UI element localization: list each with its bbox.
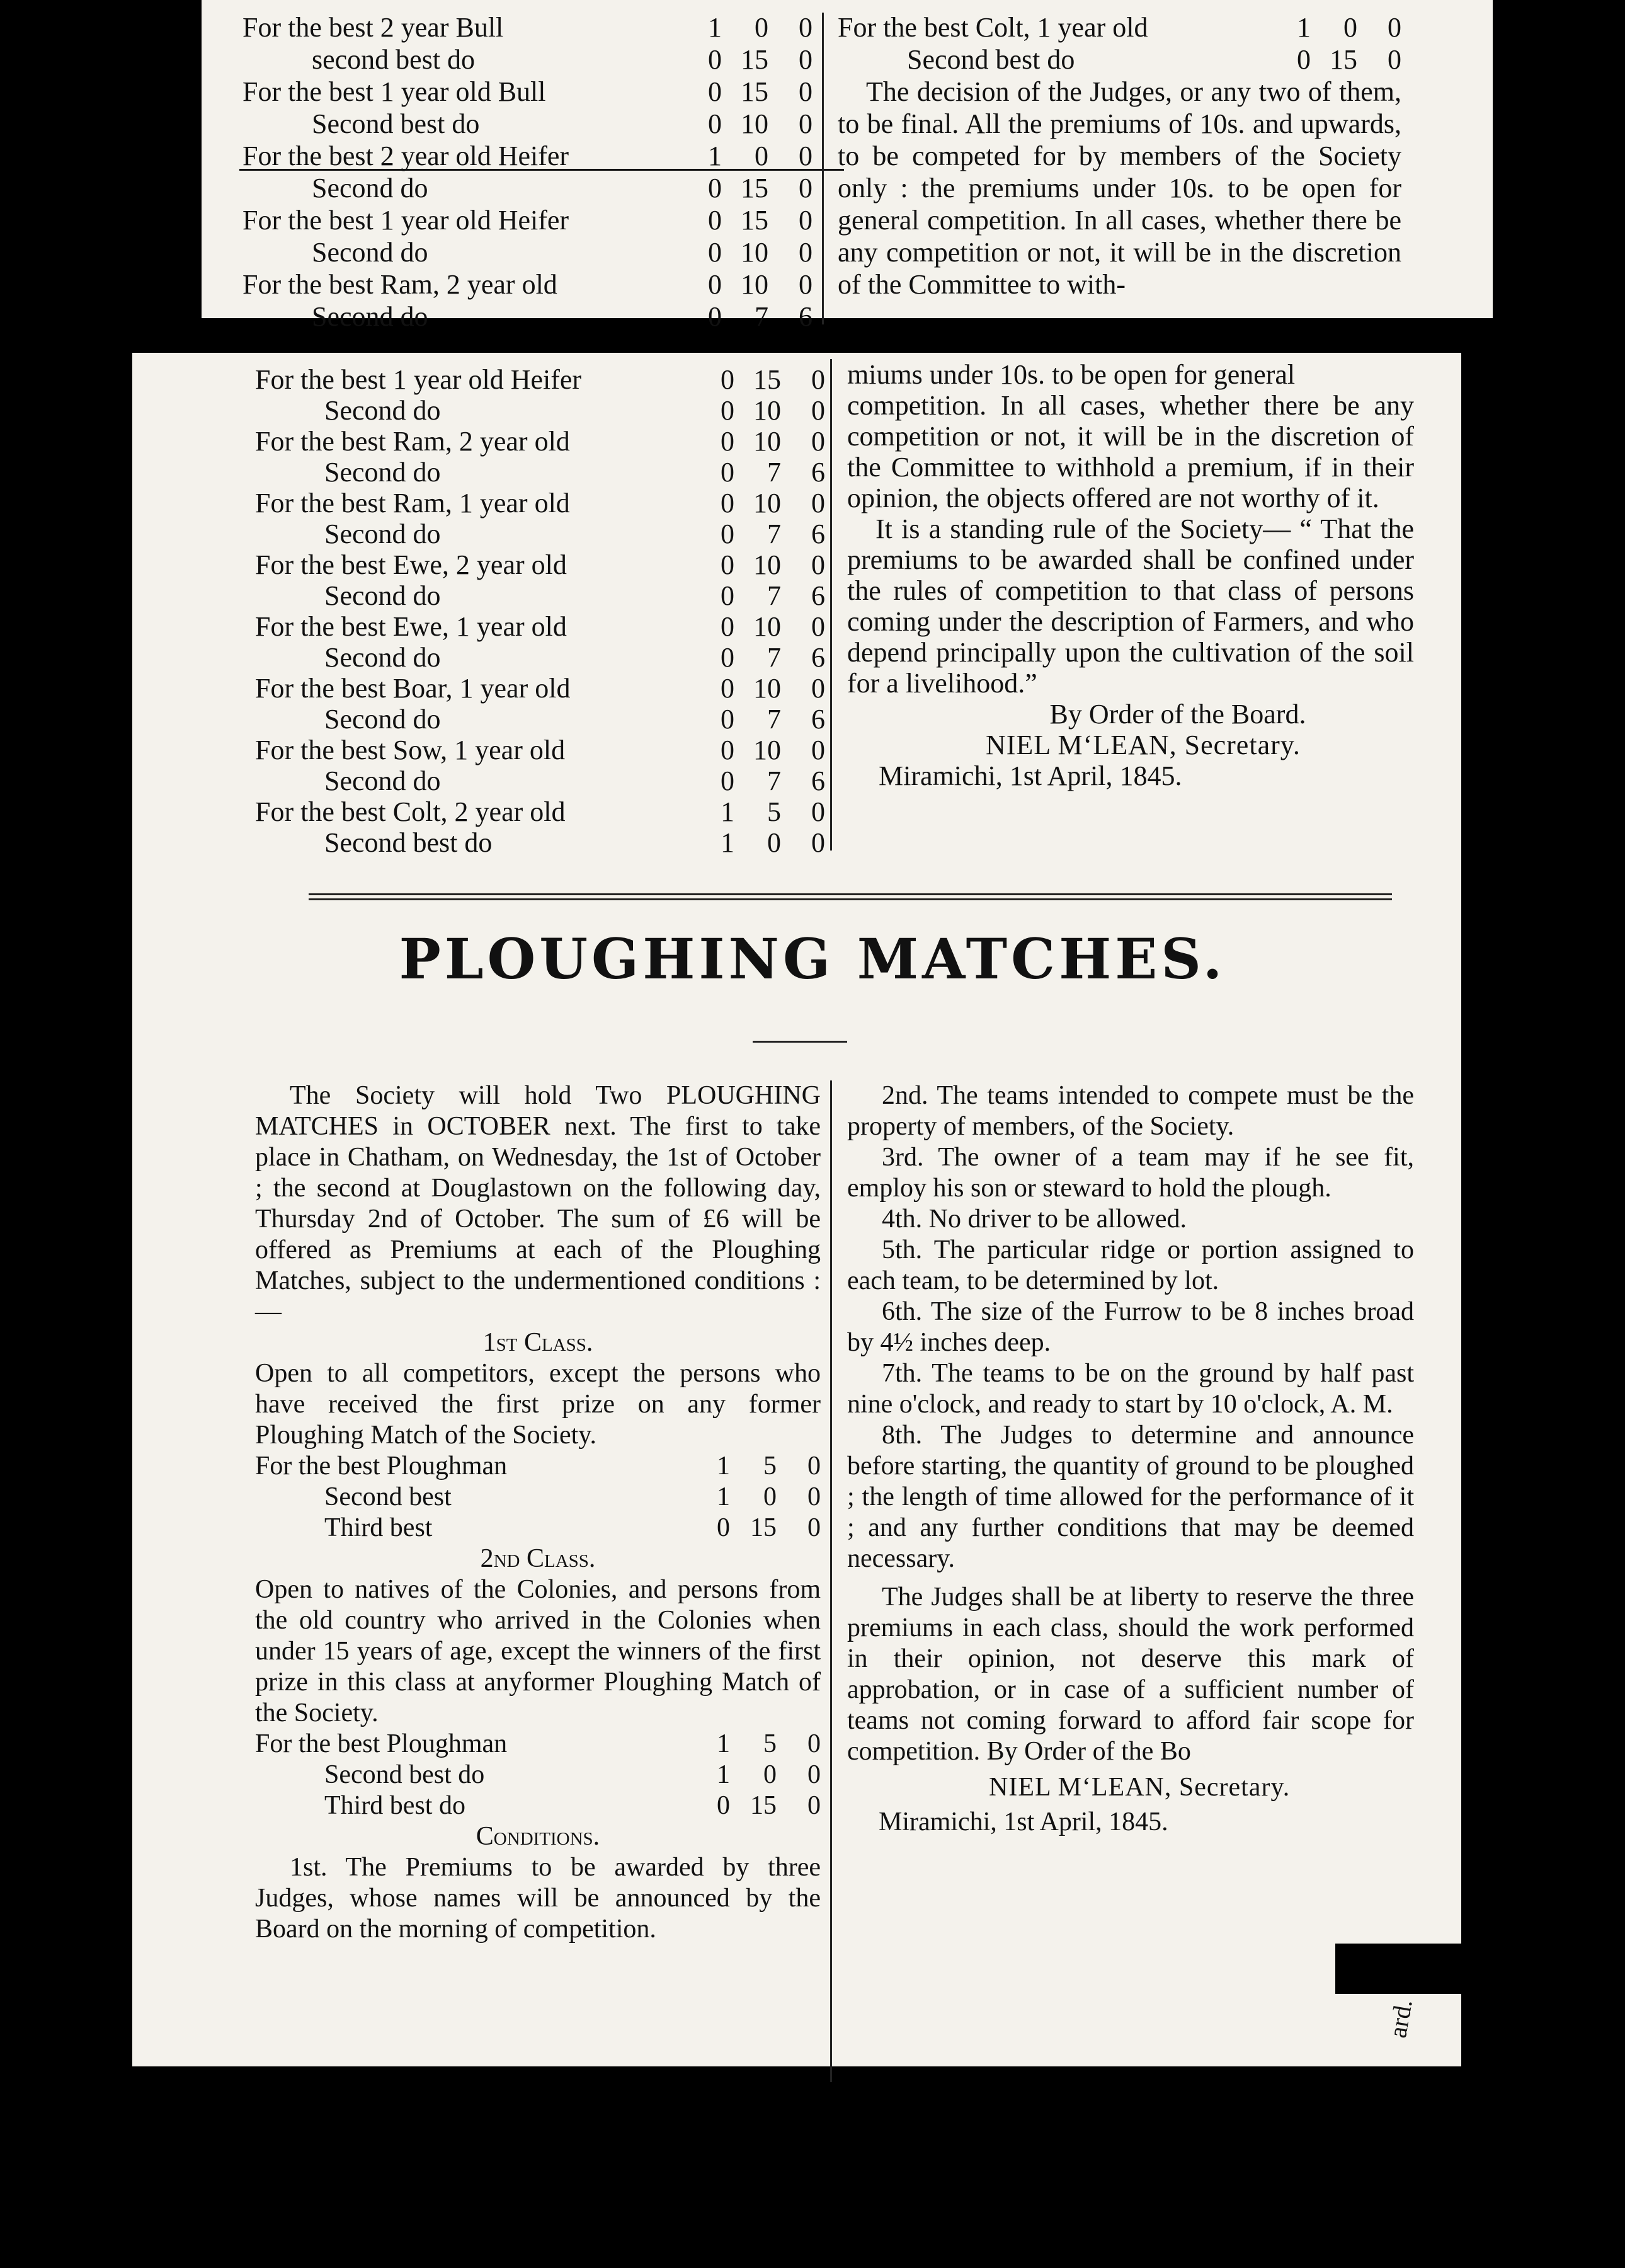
class2-heading: 2nd Class.	[480, 1544, 596, 1573]
shillings-value: 15	[1330, 44, 1357, 75]
pence-value: 6	[811, 765, 825, 796]
pence-value: 0	[811, 735, 825, 765]
shillings-value: 7	[755, 301, 768, 332]
pounds-value: 0	[708, 76, 722, 107]
premium-row	[255, 580, 825, 611]
pounds-value: 1	[717, 1760, 730, 1789]
class1-heading: 1st Class.	[482, 1328, 593, 1357]
shillings-value: 15	[741, 76, 768, 107]
premium-row	[255, 518, 825, 549]
premium-amount	[707, 364, 825, 395]
dateline: Miramichi, 1st April, 1845.	[879, 760, 1182, 791]
premium-amount	[707, 796, 825, 827]
shillings-value: 0	[763, 1760, 777, 1789]
premium-row	[242, 301, 812, 333]
shillings-value: 10	[753, 735, 781, 765]
ploughing-right-column	[847, 1080, 1414, 1838]
premium-label: Third best	[324, 1513, 433, 1542]
shillings-value: 15	[741, 44, 768, 75]
premium-amount	[702, 1790, 821, 1821]
shillings-value: 10	[741, 108, 768, 139]
premium-label: Second best do	[907, 44, 1075, 75]
premium-label: second best do	[312, 44, 476, 75]
premium-amount	[694, 76, 812, 108]
shillings-value: 0	[755, 140, 768, 171]
pounds-value: 1	[1297, 12, 1311, 43]
pounds-value: 0	[717, 1791, 730, 1820]
premium-label: For the best 1 year old Bull	[242, 76, 546, 107]
conditions-heading: Conditions.	[476, 1822, 600, 1851]
prize-row	[255, 1729, 821, 1760]
pounds-value: 1	[717, 1729, 730, 1758]
premium-row	[242, 43, 812, 76]
livestock-premium-list	[255, 364, 825, 858]
dateline: Miramichi, 1st April, 1845.	[879, 1807, 1168, 1836]
premium-label: Second do	[312, 301, 428, 332]
premium-row	[255, 765, 825, 796]
premium-label: Third best do	[324, 1791, 465, 1820]
pounds-value: 0	[708, 173, 722, 203]
pounds-value: 0	[721, 642, 734, 673]
shillings-value: 7	[767, 704, 781, 735]
ploughing-left-column	[255, 1080, 821, 1945]
shillings-value: 15	[741, 205, 768, 236]
pence-value: 0	[811, 796, 825, 827]
margin-fragment: ard.	[1383, 1997, 1418, 2040]
condition-8: 8th. The Judges to determine and announce before starting, the quantity of ground to be ploughed ; the length of time allowed for the performance of it ; and any further conditions that may be deemed necessary.	[847, 1421, 1414, 1573]
condition-6: 6th. The size of the Furrow to be 8 inches broad by 4½ inches deep.	[847, 1297, 1414, 1357]
pounds-value: 0	[1297, 44, 1311, 75]
premium-label: Second do	[324, 457, 441, 488]
premium-label: For the best 1 year old Heifer	[242, 205, 569, 236]
pounds-value: 0	[721, 765, 734, 796]
shillings-value: 7	[767, 642, 781, 673]
premium-label: For the best 2 year Bull	[242, 12, 504, 43]
pounds-value: 0	[708, 108, 722, 139]
premium-label: Second do	[324, 395, 441, 426]
pounds-value: 0	[721, 580, 734, 611]
column-rule	[830, 1080, 832, 2082]
shillings-value: 10	[741, 269, 768, 300]
pounds-value: 0	[721, 364, 734, 395]
premium-row	[242, 268, 812, 301]
pounds-value: 0	[721, 426, 734, 457]
pounds-value: 1	[721, 796, 734, 827]
premium-amount	[694, 108, 812, 140]
pounds-value: 1	[721, 827, 734, 858]
pounds-value: 0	[721, 673, 734, 704]
premium-label: Second do	[324, 580, 441, 611]
pounds-value: 0	[721, 549, 734, 580]
premium-amount	[707, 549, 825, 580]
premium-row	[255, 611, 825, 642]
premium-amount	[707, 426, 825, 457]
premium-row	[255, 704, 825, 735]
premium-label: For the best Ploughman	[255, 1452, 508, 1480]
pounds-value: 0	[721, 735, 734, 765]
premium-amount	[707, 611, 825, 642]
pence-value: 0	[807, 1760, 821, 1789]
shillings-value: 7	[767, 765, 781, 796]
premium-row	[838, 11, 1401, 43]
shillings-value: 10	[753, 611, 781, 642]
premium-amount	[694, 11, 812, 43]
premium-amount	[1283, 43, 1401, 76]
pence-value: 0	[799, 76, 812, 107]
shillings-value: 7	[767, 518, 781, 549]
premium-row	[255, 796, 825, 827]
shillings-value: 10	[753, 673, 781, 704]
premium-row	[242, 108, 812, 140]
premium-amount	[707, 765, 825, 796]
premium-row	[255, 549, 825, 580]
premium-label: For the best Sow, 1 year old	[255, 735, 566, 765]
section-rule-top	[309, 893, 1392, 895]
pounds-value: 0	[721, 704, 734, 735]
prize-row	[255, 1760, 821, 1790]
secretary-signature: NIEL M‘LEAN, Secretary.	[986, 730, 1301, 760]
class1-prize-list	[255, 1451, 821, 1544]
premium-label: Second best do	[324, 1760, 485, 1789]
pence-value: 6	[811, 580, 825, 611]
pence-value: 0	[799, 237, 812, 268]
pounds-value: 1	[708, 140, 722, 171]
premium-label: For the best Boar, 1 year old	[255, 673, 571, 704]
by-order-line: By Order of the Board.	[1049, 699, 1306, 730]
pence-value: 0	[1388, 12, 1401, 43]
premium-row	[255, 827, 825, 858]
premium-amount	[694, 301, 812, 333]
condition-5: 5th. The particular ridge or portion assigned to each team, to be determined by lot.	[847, 1235, 1414, 1295]
condition-7: 7th. The teams to be on the ground by half past nine o'clock, and ready to start by 10 o'clock, A. M.	[847, 1359, 1414, 1419]
premium-row	[838, 43, 1401, 76]
condition-4: 4th. No driver to be allowed.	[882, 1205, 1187, 1234]
premium-label: For the best 1 year old Heifer	[255, 364, 582, 395]
pence-value: 0	[807, 1482, 821, 1511]
pence-value: 0	[807, 1452, 821, 1480]
prize-row	[255, 1482, 821, 1513]
class1-description: Open to all competitors, except the persons who have received the first prize on any former Ploughing Match of the Society.	[255, 1359, 821, 1450]
prize-row	[255, 1790, 821, 1821]
premium-amount	[702, 1760, 821, 1790]
premium-row	[242, 204, 812, 236]
premium-label: Second best do	[312, 108, 480, 139]
pence-value: 0	[807, 1513, 821, 1542]
pence-value: 0	[799, 205, 812, 236]
judges-reserve-paragraph: The Judges shall be at liberty to reserve the three premiums in each class, should the work performed in their opinion, not deserve this mark of approbation, or in case of a sufficient number of teams not coming forward to afford fair scope for competition. By Order of the Bo	[847, 1583, 1414, 1766]
premium-label: For the best Ram, 2 year old	[255, 426, 570, 457]
section-rule-bottom	[309, 898, 1392, 900]
premium-label: For the best Ewe, 2 year old	[255, 549, 567, 580]
premium-amount	[707, 518, 825, 549]
pounds-value: 0	[721, 611, 734, 642]
premium-amount	[707, 642, 825, 673]
premium-label: Second best do	[324, 827, 493, 858]
shillings-value: 0	[755, 12, 768, 43]
premium-row	[255, 488, 825, 518]
pence-value: 0	[811, 827, 825, 858]
pounds-value: 0	[708, 205, 722, 236]
premium-label: For the best Ewe, 1 year old	[255, 611, 567, 642]
premium-row	[255, 395, 825, 426]
class2-prize-list	[255, 1729, 821, 1821]
premium-amount	[694, 140, 812, 172]
premium-amount	[707, 488, 825, 518]
premium-label: For the best Colt, 2 year old	[255, 796, 566, 827]
pence-value: 0	[811, 611, 825, 642]
top-right-column	[838, 11, 1401, 300]
premium-label: Second do	[312, 237, 428, 268]
shillings-value: 10	[753, 395, 781, 426]
prize-row	[255, 1513, 821, 1544]
premium-amount	[694, 43, 812, 76]
pounds-value: 0	[721, 488, 734, 518]
pence-value: 0	[799, 173, 812, 203]
premium-label: For the best Ram, 2 year old	[242, 269, 557, 300]
pence-value: 0	[811, 395, 825, 426]
pounds-value: 0	[708, 269, 722, 300]
premium-amount	[694, 204, 812, 236]
paper-damage-patch	[1335, 1944, 1461, 1994]
condition-2: 2nd. The teams intended to compete must be the property of members, of the Society.	[847, 1081, 1414, 1141]
pounds-value: 1	[708, 12, 722, 43]
committee-paragraph: competition. In all cases, whether there be any competition or not, it will be in the discretion of the Committee to withhold a premium, if in their opinion, the objects offered are not worthy of it.	[847, 390, 1414, 513]
shillings-value: 15	[753, 364, 781, 395]
pence-value: 0	[799, 108, 812, 139]
pounds-value: 1	[717, 1482, 730, 1511]
premium-label: Second do	[324, 518, 441, 549]
premium-amount	[702, 1729, 821, 1760]
premium-amount	[707, 735, 825, 765]
premium-row	[255, 673, 825, 704]
premium-amount	[707, 457, 825, 488]
secretary-signature: NIEL M‘LEAN, Secretary.	[989, 1773, 1291, 1802]
premium-label: For the best Ram, 1 year old	[255, 488, 570, 518]
premium-row	[242, 76, 812, 108]
pence-value: 0	[811, 673, 825, 704]
pence-value: 0	[807, 1729, 821, 1758]
premium-row	[255, 364, 825, 395]
pence-value: 0	[1388, 44, 1401, 75]
pence-value: 0	[799, 140, 812, 171]
pounds-value: 0	[721, 518, 734, 549]
shillings-value: 10	[741, 237, 768, 268]
premium-label: Second best	[324, 1482, 452, 1511]
premium-label: For the best Colt, 1 year old	[838, 12, 1148, 43]
premium-row	[255, 642, 825, 673]
premium-label: Second do	[312, 173, 428, 203]
pence-value: 0	[799, 44, 812, 75]
title-underline	[753, 1041, 847, 1043]
column-rule	[830, 359, 832, 850]
intro-paragraph: The Society will hold Two PLOUGHING MATCHES in OCTOBER next. The first to take place in Chatham, on Wednesday, the 1st of October ; the second at Douglastown on the following day, Thursday 2nd of October. The sum of £6 will be offered as Premiums at each of the Ploughing Matches, subject to the undermentioned conditions :—	[255, 1081, 821, 1326]
shillings-value: 7	[767, 580, 781, 611]
pence-value: 0	[799, 269, 812, 300]
pounds-value: 0	[721, 395, 734, 426]
ploughing-matches-title: PLOUGHING MATCHES.	[399, 926, 1226, 992]
pence-value: 0	[807, 1791, 821, 1820]
shillings-value: 15	[741, 173, 768, 203]
class2-description: Open to natives of the Colonies, and persons from the old country who arrived in the Colonies when under 15 years of age, except the winners of the first prize in this class at anyformer Ploughing Match of the Society.	[255, 1575, 821, 1727]
pence-value: 0	[811, 549, 825, 580]
premium-amount	[1283, 11, 1401, 43]
shillings-value: 5	[763, 1729, 777, 1758]
shillings-value: 5	[763, 1452, 777, 1480]
premium-row	[255, 457, 825, 488]
premium-row	[242, 11, 812, 43]
premium-label: For the best Ploughman	[255, 1729, 508, 1758]
top-right-paragraph: The decision of the Judges, or any two of them, to be final. All the premiums of 10s. and upwards, to be competed for by members of the Society only : the premiums under 10s. to be open for general competition. In all cases, whether there be any competition or not, it will be in the discretion of the Committee to with-	[838, 76, 1401, 300]
premium-amount	[707, 673, 825, 704]
shillings-value: 10	[753, 426, 781, 457]
shillings-value: 0	[763, 1482, 777, 1511]
pence-value: 6	[799, 301, 812, 332]
premium-amount	[707, 704, 825, 735]
premium-amount	[707, 580, 825, 611]
pence-value: 0	[811, 488, 825, 518]
prize-row	[255, 1451, 821, 1482]
pounds-value: 0	[708, 44, 722, 75]
condition-3: 3rd. The owner of a team may if he see fit, employ his son or steward to hold the plough.	[847, 1143, 1414, 1203]
shillings-value: 15	[750, 1513, 777, 1542]
premium-row	[242, 140, 812, 172]
partial-line: miums under 10s. to be open for general	[847, 359, 1296, 390]
pence-value: 6	[811, 704, 825, 735]
column-rule	[822, 13, 824, 324]
top-left-premium-list	[242, 11, 812, 333]
shillings-value: 7	[767, 457, 781, 488]
premium-label: Second do	[324, 704, 441, 735]
shillings-value: 10	[753, 549, 781, 580]
premium-label: For the best 2 year old Heifer	[242, 140, 569, 171]
premium-row	[255, 426, 825, 457]
shillings-value: 0	[1343, 12, 1357, 43]
shillings-value: 5	[767, 796, 781, 827]
premium-label: Second do	[324, 765, 441, 796]
shillings-value: 10	[753, 488, 781, 518]
pounds-value: 0	[717, 1513, 730, 1542]
premium-label: Second do	[324, 642, 441, 673]
premium-row	[242, 172, 812, 204]
pounds-value: 0	[708, 237, 722, 268]
pounds-value: 0	[708, 301, 722, 332]
pence-value: 0	[811, 426, 825, 457]
premium-amount	[702, 1482, 821, 1513]
premium-amount	[694, 268, 812, 301]
rules-column	[847, 359, 1414, 791]
premium-amount	[702, 1451, 821, 1482]
pence-value: 0	[799, 12, 812, 43]
pounds-value: 1	[717, 1452, 730, 1480]
standing-rule-paragraph: It is a standing rule of the Society— “ That the premiums to be awarded shall be confined under the rules of competition to that class of persons coming under the description of Farmers, and who depend principally upon the cultivation of the soil for a livelihood.”	[847, 513, 1414, 699]
premium-amount	[694, 236, 812, 268]
condition-1: 1st. The Premiums to be awarded by three Judges, whose names will be announced by the Board on the morning of competition.	[255, 1853, 821, 1944]
pence-value: 6	[811, 642, 825, 673]
premium-row	[242, 236, 812, 268]
premium-amount	[702, 1513, 821, 1544]
pence-value: 0	[811, 364, 825, 395]
premium-amount	[707, 395, 825, 426]
pence-value: 6	[811, 457, 825, 488]
pence-value: 6	[811, 518, 825, 549]
shillings-value: 15	[750, 1791, 777, 1820]
premium-amount	[694, 172, 812, 204]
premium-row	[255, 735, 825, 765]
pounds-value: 0	[721, 457, 734, 488]
premium-amount	[707, 827, 825, 858]
shillings-value: 0	[767, 827, 781, 858]
